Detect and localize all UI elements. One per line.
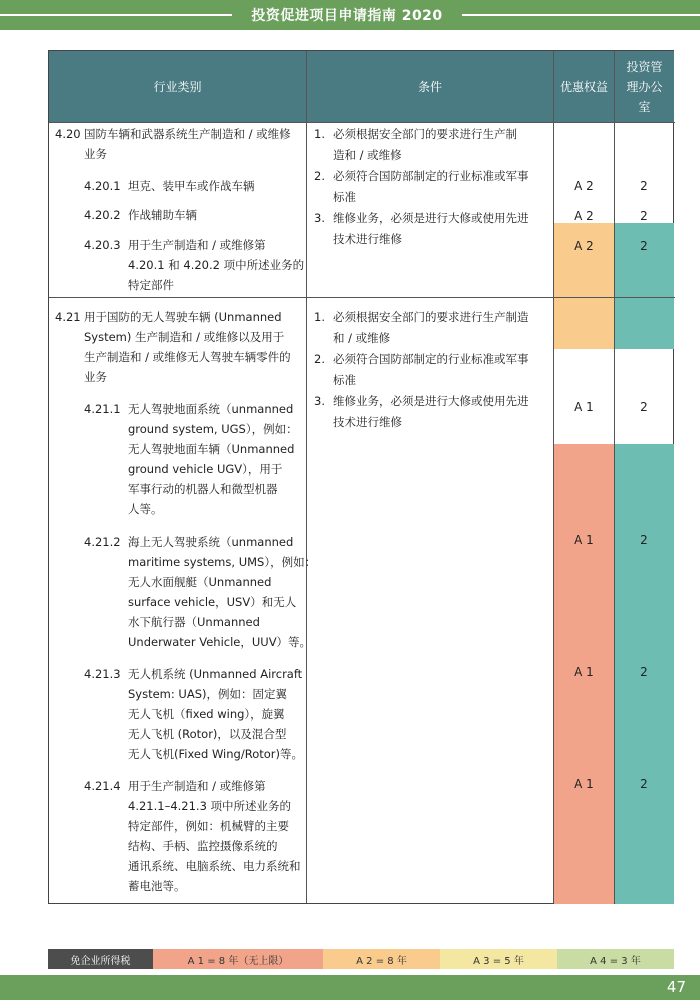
header-benefit: 优惠权益 (554, 51, 614, 122)
item-text: maritime systems, UMS），例如： (128, 555, 317, 569)
item-text: Underwater Vehicle，UUV）等。 (128, 635, 312, 649)
item-text: 4.20.1 和 4.20.2 项中所述业务的 (128, 258, 305, 272)
header-office (615, 51, 674, 122)
condition-number: 3. (314, 211, 325, 225)
item-number: 4.21.4 (84, 779, 121, 793)
condition-text: 造和 / 或维修 (333, 148, 402, 162)
footer-bar (0, 975, 700, 1000)
condition-text: 维修业务，必须是进行大修或使用先进 (333, 211, 529, 225)
condition-text: 和 / 或维修 (333, 331, 391, 345)
page-number: 47 (666, 978, 686, 996)
item-text: 无人飞机（fixed wing），旋翼 (128, 707, 285, 721)
office-value: 2 (640, 533, 648, 547)
header-office-line3: 室 (638, 99, 651, 114)
header-category: 行业类别 (49, 51, 306, 122)
column-divider (306, 51, 307, 903)
section-title: 生产制造和 / 或维修无人驾驶车辆零件的 (84, 350, 291, 364)
header-condition: 条件 (307, 51, 553, 122)
item-text: ground system, UGS），例如： (128, 422, 298, 436)
condition-number: 2. (314, 352, 325, 366)
condition-number: 2. (314, 169, 325, 183)
item-text: 坦克、装甲车或作战车辆 (128, 179, 255, 193)
item-text: 作战辅助车辆 (128, 208, 197, 222)
benefit-value: A 2 (574, 239, 594, 253)
condition-text: 维修业务，必须是进行大修或使用先进 (333, 394, 529, 408)
item-number: 4.21.2 (84, 535, 121, 549)
item-text: ground vehicle UGV），用于 (128, 462, 283, 476)
office-value: 2 (640, 209, 648, 223)
legend-tax-exemption: 免企业所得税 (48, 949, 153, 969)
industry-table (48, 50, 674, 904)
item-text: 水下航行器（Unmanned (128, 615, 260, 629)
item-text: 无人飞机(Fixed Wing/Rotor)等。 (128, 747, 303, 761)
item-text: 人等。 (128, 502, 163, 516)
item-text: 用于生产制造和 / 或维修第 (128, 238, 266, 252)
condition-text: 标准 (333, 190, 356, 204)
item-text: 蓄电池等。 (128, 879, 186, 893)
item-number: 4.20.3 (84, 238, 121, 252)
office-value: 2 (640, 777, 648, 791)
item-text: 用于生产制造和 / 或维修第 (128, 779, 266, 793)
office-value: 2 (640, 239, 648, 253)
header-divider-left (0, 14, 232, 16)
item-text: 军事行动的机器人和微型机器 (128, 482, 278, 496)
condition-text: 技术进行维修 (333, 232, 402, 246)
condition-text: 标准 (333, 373, 356, 387)
section-title: 业务 (84, 147, 107, 161)
item-text: 无人飞机 (Rotor)，以及混合型 (128, 727, 287, 741)
header-divider-right (462, 14, 700, 16)
item-text: 海上无人驾驶系统（unmanned (128, 535, 294, 549)
condition-text: 必须根据安全部门的要求进行生产制 (333, 127, 517, 141)
item-number: 4.20.1 (84, 179, 121, 193)
item-text: 4.21.1–4.21.3 项中所述业务的 (128, 799, 292, 813)
office-value: 2 (640, 179, 648, 193)
page-title: 投资促进项目申请指南 2020 (251, 8, 443, 24)
section-title: 业务 (84, 370, 107, 384)
condition-text: 必须符合国防部制定的行业标准或军事 (333, 169, 529, 183)
item-text: 无人驾驶地面系统（unmanned (128, 402, 294, 416)
benefit-value: A 1 (574, 665, 594, 679)
benefit-value: A 1 (574, 777, 594, 791)
section-number: 4.21 (55, 310, 81, 324)
header-office-line2: 理办公 (626, 79, 663, 94)
item-text: 特定部件，例如：机械臂的主要 (128, 819, 289, 833)
office-value: 2 (640, 665, 648, 679)
legend-a4: A 4 = 3 年 (557, 949, 674, 969)
condition-text: 技术进行维修 (333, 415, 402, 429)
condition-number: 1. (314, 310, 325, 324)
section-title: 用于国防的无人驾驶车辆 (Unmanned (84, 310, 282, 324)
item-text: 通讯系统、电脑系统、电力系统和 (128, 859, 301, 873)
item-text: 无人水面舰艇（Unmanned (128, 575, 272, 589)
condition-text: 必须根据安全部门的要求进行生产制造 (333, 310, 529, 324)
benefit-value: A 1 (574, 400, 594, 414)
header-bar (0, 0, 700, 30)
item-text: 特定部件 (128, 278, 174, 292)
legend-a3: A 3 = 5 年 (440, 949, 557, 969)
benefit-value: A 2 (574, 179, 594, 193)
office-value: 2 (640, 400, 648, 414)
item-number: 4.21.1 (84, 402, 121, 416)
condition-number: 3. (314, 394, 325, 408)
benefit-value: A 1 (574, 533, 594, 547)
row-divider (49, 122, 675, 123)
section-title: 国防车辆和武器系统生产制造和 / 或维修 (84, 127, 291, 141)
legend-a1: A 1 = 8 年（无上限） (153, 949, 323, 969)
legend-a2: A 2 = 8 年 (323, 949, 440, 969)
item-number: 4.20.2 (84, 208, 121, 222)
condition-text: 必须符合国防部制定的行业标准或军事 (333, 352, 529, 366)
header-office-line1: 投资管 (626, 59, 663, 74)
item-text: 结构、手柄、监控摄像系统的 (128, 839, 278, 853)
row-divider (49, 297, 675, 298)
item-number: 4.21.3 (84, 667, 121, 681)
section-number: 4.20 (55, 127, 81, 141)
section-title: System) 生产制造和 / 或维修以及用于 (84, 330, 285, 344)
item-text: 无人机系统 (Unmanned Aircraft (128, 667, 303, 681)
condition-number: 1. (314, 127, 325, 141)
benefit-value: A 2 (574, 209, 594, 223)
item-text: surface vehicle，USV）和无人 (128, 595, 297, 609)
item-text: 无人驾驶地面车辆（Unmanned (128, 442, 295, 456)
item-text: System: UAS)，例如：固定翼 (128, 687, 287, 701)
